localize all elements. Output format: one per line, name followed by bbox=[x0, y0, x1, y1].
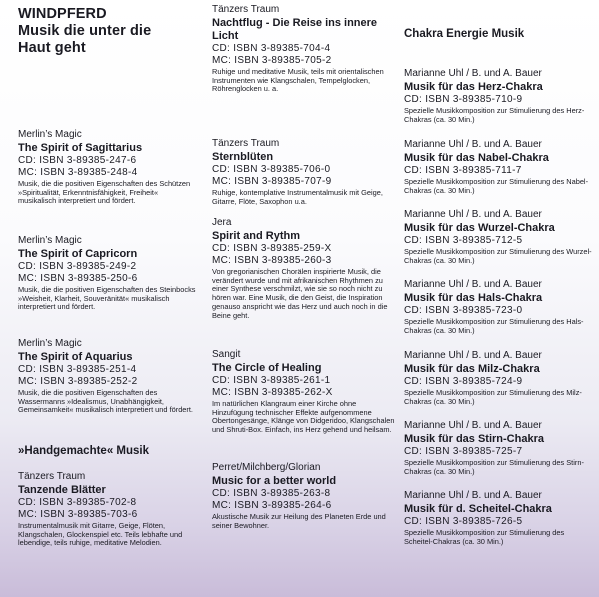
artist-name: Marianne Uhl / B. und A. Bauer bbox=[404, 139, 542, 150]
album-title: Sternblüten bbox=[212, 151, 274, 163]
album-description: Instrumentalmusik mit Gitarre, Geige, Flöten, Klangschalen, Glockenspiel etc. Teils lebhafte und lebendige, teils ruhige, meditative Melodien. bbox=[18, 521, 183, 548]
catalog-entry bbox=[18, 471, 198, 548]
isbn-cd: CD: ISBN 3-89385-247-6 bbox=[18, 155, 137, 166]
catalog-entry bbox=[404, 420, 594, 476]
artist-name: Marianne Uhl / B. und A. Bauer bbox=[404, 350, 542, 361]
catalog-entry bbox=[212, 217, 397, 320]
album-description: Spezielle Musikkomposition zur Stimulierung des Milz-Chakras (ca. 30 Min.) bbox=[404, 388, 582, 406]
artist-name: Marianne Uhl / B. und A. Bauer bbox=[404, 490, 542, 501]
artist-name: Perret/Milchberg/Glorian bbox=[212, 462, 321, 473]
artist-name: Merlin’s Magic bbox=[18, 129, 82, 140]
catalog-entry bbox=[404, 139, 594, 195]
album-title: Musik für das Hals-Chakra bbox=[404, 292, 543, 304]
artist-name: Marianne Uhl / B. und A. Bauer bbox=[404, 420, 542, 431]
isbn-cd: CD: ISBN 3-89385-726-5 bbox=[404, 516, 523, 527]
catalog-entry bbox=[404, 68, 594, 124]
album-title: The Spirit of Capricorn bbox=[18, 248, 138, 260]
album-title: Musik für d. Scheitel-Chakra bbox=[404, 503, 552, 515]
album-description: Von gregorianischen Chorälen inspirierte Musik, die verändert wurde und mit afrikanischen Rhythmen zu einer Synthese verschmilzt, wie sie so noch nicht zu hören war. Eine Musik, die den Geist, die Inspiration genauso anspricht wie das Herz und auch noch in die Beine geht. bbox=[212, 267, 388, 320]
artist-name: Tänzers Traum bbox=[212, 4, 280, 15]
album-description: Musik, die die positiven Eigenschaften des Schützen »Spiritualität, Erkenntnisfähigkeit, Freiheit« musikalisch interpretiert und fördert. bbox=[18, 179, 191, 206]
catalog-entry bbox=[404, 279, 594, 335]
subtitle-line-2: Haut geht bbox=[18, 40, 86, 56]
catalog-entry bbox=[18, 235, 198, 312]
album-title: Tanzende Blätter bbox=[18, 484, 106, 496]
isbn-cd: CD: ISBN 3-89385-712-5 bbox=[404, 235, 523, 246]
artist-name: Sangit bbox=[212, 349, 241, 360]
isbn-cd: CD: ISBN 3-89385-251-4 bbox=[18, 364, 137, 375]
catalog-entry bbox=[18, 129, 198, 206]
isbn-cd: CD: ISBN 3-89385-259-X bbox=[212, 243, 332, 254]
subtitle-line-1: Musik die unter die bbox=[18, 23, 152, 39]
artist-name: Marianne Uhl / B. und A. Bauer bbox=[404, 68, 542, 79]
catalog-entry bbox=[404, 209, 594, 265]
album-description: Im natürlichen Klangraum einer Kirche ohne Hinzufügung technischer Effekte aufgenommene Obertongesänge, Klänge von Didgeridoo, Klangschalen und Shruti-Box. Einfach, ins Herz gehend und heilsam. bbox=[212, 399, 395, 435]
catalog-entry bbox=[212, 4, 397, 94]
catalog-entry bbox=[18, 338, 198, 415]
album-title: Spirit and Rythm bbox=[212, 230, 301, 242]
album-description: Spezielle Musikkomposition zur Stimulierung des Wurzel-Chakras (ca. 30 Min.) bbox=[404, 247, 592, 265]
isbn-cd: CD: ISBN 3-89385-723-0 bbox=[404, 305, 523, 316]
catalog-entry bbox=[404, 490, 594, 546]
isbn-cd: CD: ISBN 3-89385-710-9 bbox=[404, 94, 523, 105]
isbn-cd: CD: ISBN 3-89385-704-4 bbox=[212, 43, 331, 54]
album-title: The Spirit of Sagittarius bbox=[18, 142, 143, 154]
section-heading-chakra: Chakra Energie Musik bbox=[404, 28, 525, 40]
isbn-cd: CD: ISBN 3-89385-724-9 bbox=[404, 376, 523, 387]
isbn-cd: CD: ISBN 3-89385-702-8 bbox=[18, 497, 137, 508]
album-description: Spezielle Musikkomposition zur Stimulierung des Nabel-Chakras (ca. 30 Min.) bbox=[404, 177, 589, 195]
isbn-mc: MC: ISBN 3-89385-264-6 bbox=[212, 500, 332, 511]
album-title: The Spirit of Aquarius bbox=[18, 351, 133, 363]
album-title: Musik für das Wurzel-Chakra bbox=[404, 222, 555, 234]
artist-name: Tänzers Traum bbox=[212, 138, 280, 149]
album-title: Nachtflug - Die Reise ins innere Licht bbox=[212, 17, 378, 42]
isbn-cd: CD: ISBN 3-89385-263-8 bbox=[212, 488, 331, 499]
isbn-cd: CD: ISBN 3-89385-725-7 bbox=[404, 446, 523, 457]
catalog-entry bbox=[404, 350, 594, 406]
isbn-cd: CD: ISBN 3-89385-706-0 bbox=[212, 164, 331, 175]
isbn-mc: MC: ISBN 3-89385-260-3 bbox=[212, 255, 332, 266]
artist-name: Marianne Uhl / B. und A. Bauer bbox=[404, 279, 542, 290]
catalog-entry bbox=[212, 138, 397, 206]
album-title: Music for a better world bbox=[212, 475, 337, 487]
isbn-mc: MC: ISBN 3-89385-252-2 bbox=[18, 376, 138, 387]
album-description: Spezielle Musikkomposition zur Stimulierung des Herz-Chakras (ca. 30 Min.) bbox=[404, 106, 585, 124]
artist-name: Marianne Uhl / B. und A. Bauer bbox=[404, 209, 542, 220]
album-description: Spezielle Musikkomposition zur Stimulierung des Hals-Chakras (ca. 30 Min.) bbox=[404, 317, 584, 335]
brand-title bbox=[18, 6, 151, 57]
isbn-cd: CD: ISBN 3-89385-249-2 bbox=[18, 261, 137, 272]
album-description: Spezielle Musikkomposition zur Stimulierung des Scheitel-Chakras (ca. 30 Min.) bbox=[404, 528, 565, 546]
section-heading-handmade: »Handgemachte« Musik bbox=[18, 445, 150, 457]
album-description: Spezielle Musikkomposition zur Stimulierung des Stirn-Chakras (ca. 30 Min.) bbox=[404, 458, 584, 476]
isbn-mc: MC: ISBN 3-89385-262-X bbox=[212, 387, 333, 398]
isbn-mc: MC: ISBN 3-89385-707-9 bbox=[212, 176, 332, 187]
catalog-entry bbox=[212, 462, 397, 530]
catalog-entry bbox=[212, 349, 397, 435]
album-title: The Circle of Healing bbox=[212, 362, 322, 374]
artist-name: Merlin’s Magic bbox=[18, 338, 82, 349]
isbn-mc: MC: ISBN 3-89385-250-6 bbox=[18, 273, 138, 284]
album-description: Akustische Musik zur Heilung des Planeten Erde und seiner Bewohner. bbox=[212, 512, 386, 530]
brand-name: WINDPFERD bbox=[18, 6, 107, 22]
isbn-mc: MC: ISBN 3-89385-248-4 bbox=[18, 167, 138, 178]
album-description: Ruhige und meditative Musik, teils mit orientalischen Instrumenten wie Klangschalen, Tempelglocken, Röhrenglocken u. a. bbox=[212, 67, 384, 94]
album-title: Musik für das Nabel-Chakra bbox=[404, 152, 549, 164]
album-title: Musik für das Milz-Chakra bbox=[404, 363, 540, 375]
isbn-mc: MC: ISBN 3-89385-705-2 bbox=[212, 55, 332, 66]
artist-name: Merlin’s Magic bbox=[18, 235, 82, 246]
isbn-cd: CD: ISBN 3-89385-261-1 bbox=[212, 375, 331, 386]
album-description: Musik, die die positiven Eigenschaften des Steinbocks »Weisheit, Klarheit, Souveränität« musikalisch interpretiert und fördert. bbox=[18, 285, 196, 312]
artist-name: Jera bbox=[212, 217, 232, 228]
isbn-cd: CD: ISBN 3-89385-711-7 bbox=[404, 165, 522, 176]
album-title: Musik für das Herz-Chakra bbox=[404, 81, 543, 93]
album-description: Ruhige, kontemplative Instrumentalmusik mit Geige, Gitarre, Flöte, Saxophon u.a. bbox=[212, 188, 383, 206]
artist-name: Tänzers Traum bbox=[18, 471, 86, 482]
album-description: Musik, die die positiven Eigenschaften des Wassermanns »Idealismus, Unabhängigkeit, Gemeinsamkeit« musikalisch interpretiert und fördert. bbox=[18, 388, 193, 415]
isbn-mc: MC: ISBN 3-89385-703-6 bbox=[18, 509, 138, 520]
album-title: Musik für das Stirn-Chakra bbox=[404, 433, 544, 445]
